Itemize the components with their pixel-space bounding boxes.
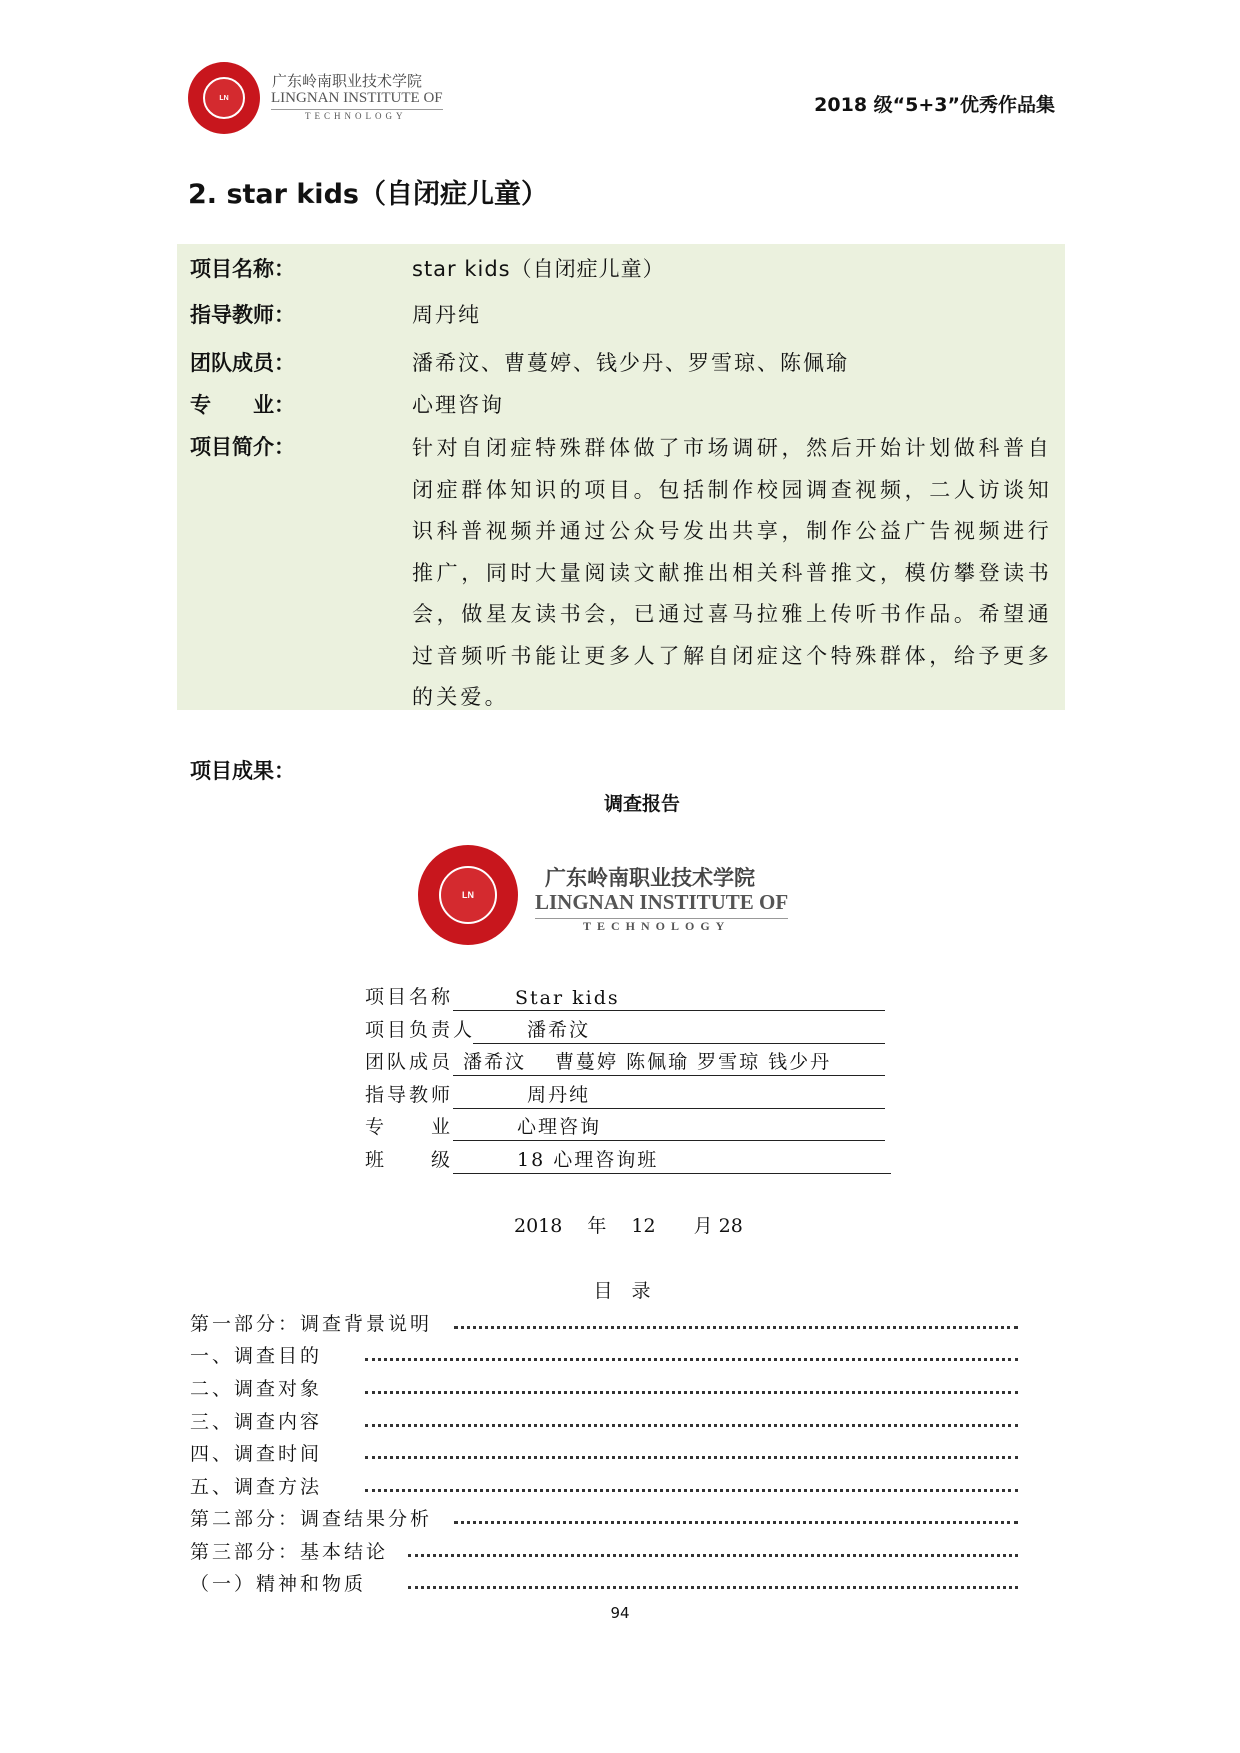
school-name-en: LINGNAN INSTITUTE OF: [271, 90, 443, 110]
report-heading: 调查报告: [603, 793, 680, 815]
school-name-en-2: TECHNOLOGY: [583, 919, 731, 933]
results-label: 项目成果：: [190, 759, 295, 783]
toc-item[interactable]: 一、调查目的: [190, 1338, 1018, 1368]
info-label: 指导教师：: [190, 303, 295, 327]
school-name-cn: 广东岭南职业技术学院: [545, 866, 755, 890]
report-field: 专 业 心理咨询: [365, 1111, 885, 1141]
toc-item[interactable]: 第二部分：调查结果分析: [190, 1501, 1018, 1531]
report-date: 2018 年 12 月 28: [514, 1215, 743, 1237]
school-seal-logo: LN: [188, 62, 260, 134]
collection-title: 2018 级“5+3”优秀作品集: [814, 94, 1055, 116]
toc-item[interactable]: 二、调查对象: [190, 1371, 1018, 1401]
info-label: 团队成员：: [190, 351, 295, 375]
info-label: 项目名称：: [190, 257, 295, 281]
toc-heading: 目 录: [593, 1280, 651, 1302]
info-label: 专 业：: [190, 393, 295, 417]
toc-item[interactable]: 五、调查方法: [190, 1469, 1018, 1499]
toc-item[interactable]: 第三部分：基本结论: [190, 1534, 1018, 1564]
report-field: 项目负责人 潘希汶: [365, 1014, 885, 1044]
report-field: 指导教师 周丹纯: [365, 1079, 885, 1109]
info-value: 心理咨询: [412, 393, 504, 417]
report-field: 项目名称 Star kids: [365, 981, 885, 1011]
info-value: star kids（自闭症儿童）: [412, 257, 665, 281]
info-value: 周丹纯: [412, 303, 481, 327]
report-field: 班 级 18 心理咨询班: [365, 1144, 891, 1174]
school-name-cn: 广东岭南职业技术学院: [272, 72, 423, 90]
info-label: 项目简介：: [190, 435, 295, 459]
toc-item[interactable]: （一）精神和物质: [190, 1566, 1018, 1596]
project-intro: 针对自闭症特殊群体做了市场调研，然后开始计划做科普自闭症群体知识的项目。包括制作校园调查视频，二人访谈知识科普视频并通过公众号发出共享，制作公益广告视频进行推广，同时大量阅读文献推出相关科普推文，模仿攀登读书会，做星友读书会，已通过喜马拉雅上传听书作品。希望通过音频听书能让更多人了解自闭症这个特殊群体，给予更多的关爱。: [412, 436, 1052, 709]
section-title: 2. star kids（自闭症儿童）: [188, 179, 548, 210]
page-number: 94: [610, 1604, 630, 1622]
toc-item[interactable]: 四、调查时间: [190, 1436, 1018, 1466]
school-name-en-2: TECHNOLOGY: [305, 111, 407, 121]
info-value: 潘希汶、曹蔓婷、钱少丹、罗雪琼、陈佩瑜: [412, 351, 849, 375]
school-seal-logo: LN: [418, 845, 518, 945]
school-name-en: LINGNAN INSTITUTE OF: [535, 890, 788, 919]
toc-item[interactable]: 第一部分：调查背景说明: [190, 1306, 1018, 1336]
toc-item[interactable]: 三、调查内容: [190, 1404, 1018, 1434]
report-field: 团队成员 潘希汶 曹蔓婷 陈佩瑜 罗雪琼 钱少丹: [365, 1046, 885, 1076]
